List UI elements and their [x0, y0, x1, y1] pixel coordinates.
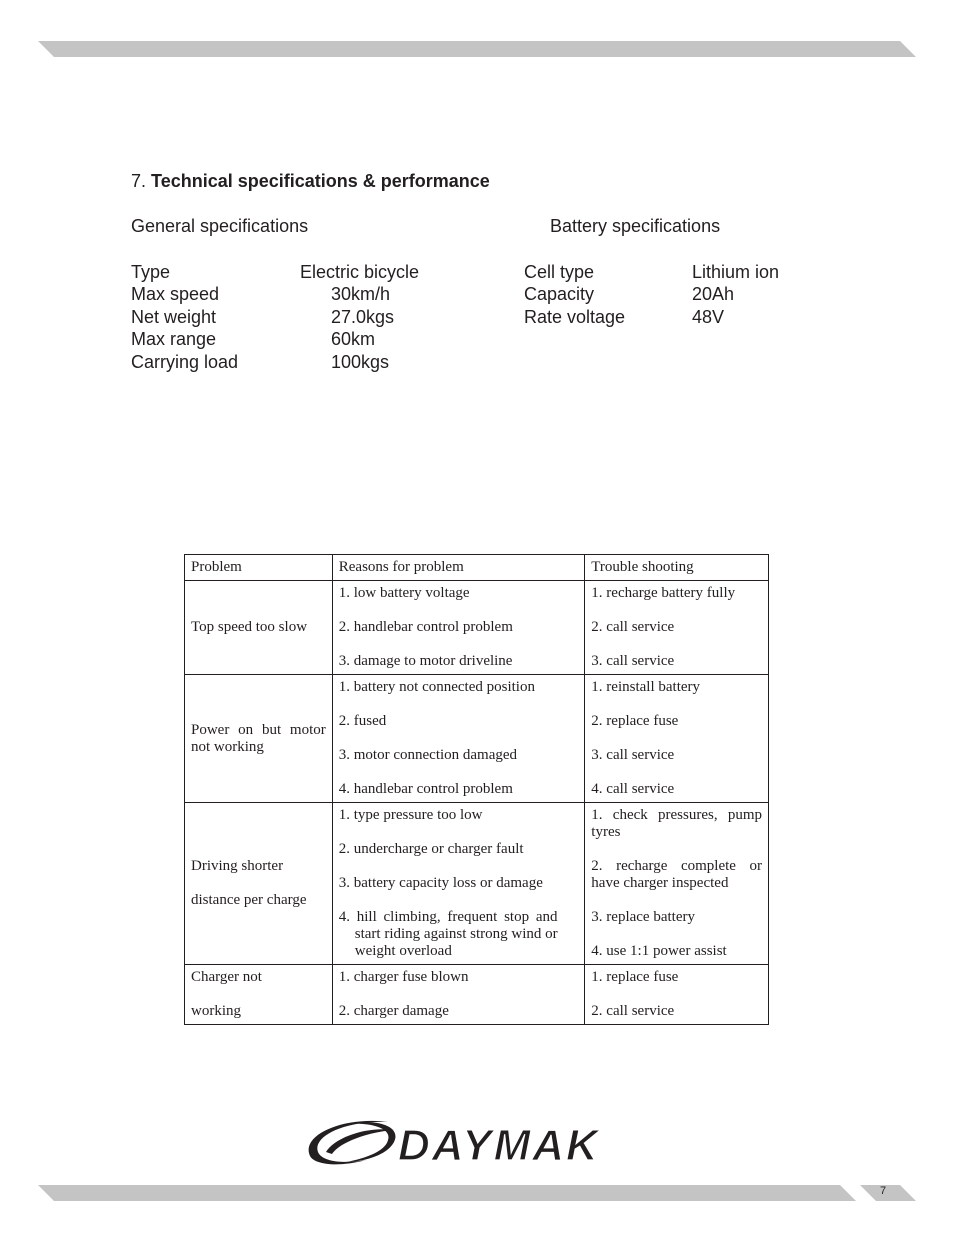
header-reasons: Reasons for problem: [332, 555, 585, 581]
fix-item: 1. replace fuse: [591, 969, 679, 985]
reasons-cell: [332, 675, 585, 803]
general-value-max-range: 60km: [331, 329, 376, 349]
fix-item: 4. call service: [591, 781, 675, 797]
reason-item: 2. charger damage: [338, 1003, 449, 1019]
reason-item: 1. low battery voltage: [338, 585, 470, 601]
reason-item: 2. undercharge or charger fault: [338, 841, 524, 857]
problem-text: Charger not: [191, 969, 262, 985]
reason-item: 1. type pressure too low: [338, 807, 483, 823]
fix-item: 2. call service: [591, 619, 675, 635]
fix-item: 1. reinstall battery: [591, 679, 701, 695]
fixes-cell: [585, 965, 769, 1025]
reason-item: start riding against strong wind or: [354, 926, 558, 942]
battery-specs-title: Battery specifications: [550, 216, 721, 236]
problem-cell: [185, 581, 333, 675]
page-number: 7: [880, 1185, 887, 1197]
fix-item: 1. recharge battery fully: [591, 585, 736, 601]
reasons-cell: [332, 581, 585, 675]
table-header-row: [185, 555, 769, 581]
general-label-carrying-load: Carrying load: [131, 352, 239, 372]
section-title: Technical specifications & performance: [151, 171, 490, 191]
problem-cell: [185, 675, 333, 803]
reason-item: weight overload: [354, 943, 452, 959]
problem-cell: [185, 803, 333, 965]
section-heading: [131, 171, 490, 192]
general-label-type: Type: [131, 262, 171, 282]
battery-value-rate-voltage: 48V: [692, 307, 725, 327]
fix-item: 4. use 1:1 power assist: [591, 943, 727, 959]
reason-item: 1. battery not connected position: [338, 679, 535, 695]
reason-item: 2. fused: [338, 713, 387, 729]
problem-cell: [185, 965, 333, 1025]
problem-text: distance per charge: [191, 892, 307, 908]
fix-item: 2. replace fuse: [591, 713, 679, 729]
reason-item: 3. motor connection damaged: [338, 747, 518, 763]
battery-label-cell-type: Cell type: [524, 262, 595, 282]
battery-label-capacity: Capacity: [524, 284, 595, 304]
general-label-max-speed: Max speed: [131, 284, 220, 304]
table-row: [185, 803, 769, 965]
fix-item: 2. recharge complete or have charger inspected: [591, 858, 762, 891]
daymak-logo: [306, 1112, 648, 1173]
fix-item: 3. replace battery: [591, 909, 695, 925]
battery-value-cell-type: Lithium ion: [692, 262, 780, 282]
problem-text: Top speed too slow: [191, 619, 308, 635]
fix-item: 2. call service: [591, 1003, 675, 1019]
problem-text: Power on but motor not working: [191, 721, 326, 755]
section-number: 7.: [131, 171, 147, 191]
reasons-cell: [332, 965, 585, 1025]
reason-item: 2. handlebar control problem: [338, 619, 513, 635]
general-label-net-weight: Net weight: [131, 307, 217, 327]
general-specs-title: General specifications: [131, 216, 309, 236]
header-problem: Problem: [185, 555, 333, 581]
table-row: [185, 965, 769, 1025]
problem-text: working: [191, 1003, 241, 1019]
fix-item: 3. call service: [591, 747, 675, 763]
reason-item: 3. battery capacity loss or damage: [338, 875, 543, 891]
reason-item: 4. handlebar control problem: [338, 781, 513, 797]
troubleshooting-table: [184, 554, 769, 1025]
fix-item: 1. check pressures, pump tyres: [591, 807, 762, 840]
battery-label-rate-voltage: Rate voltage: [524, 307, 626, 327]
fix-item: 3. call service: [591, 653, 675, 669]
reasons-cell: [332, 803, 585, 965]
footer-band: [38, 1185, 918, 1201]
header-trouble-shooting: Trouble shooting: [585, 555, 769, 581]
table-row: [185, 675, 769, 803]
fixes-cell: [585, 581, 769, 675]
general-value-carrying-load: 100kgs: [331, 352, 390, 372]
general-label-max-range: Max range: [131, 329, 217, 349]
general-value-net-weight: 27.0kgs: [331, 307, 395, 327]
general-value-max-speed: 30km/h: [331, 284, 391, 304]
battery-value-capacity: 20Ah: [692, 284, 735, 304]
header-band: [38, 41, 918, 57]
fixes-cell: [585, 803, 769, 965]
reason-item: 1. charger fuse blown: [338, 969, 469, 985]
reason-item: 4. hill climbing, frequent stop and: [338, 909, 558, 925]
problem-text: Driving shorter: [191, 858, 284, 874]
logo-text: DAYMAK: [398, 1121, 600, 1168]
reason-item: 3. damage to motor driveline: [338, 653, 513, 669]
fixes-cell: [585, 675, 769, 803]
general-value-type: Electric bicycle: [300, 262, 420, 282]
table-row: [185, 581, 769, 675]
